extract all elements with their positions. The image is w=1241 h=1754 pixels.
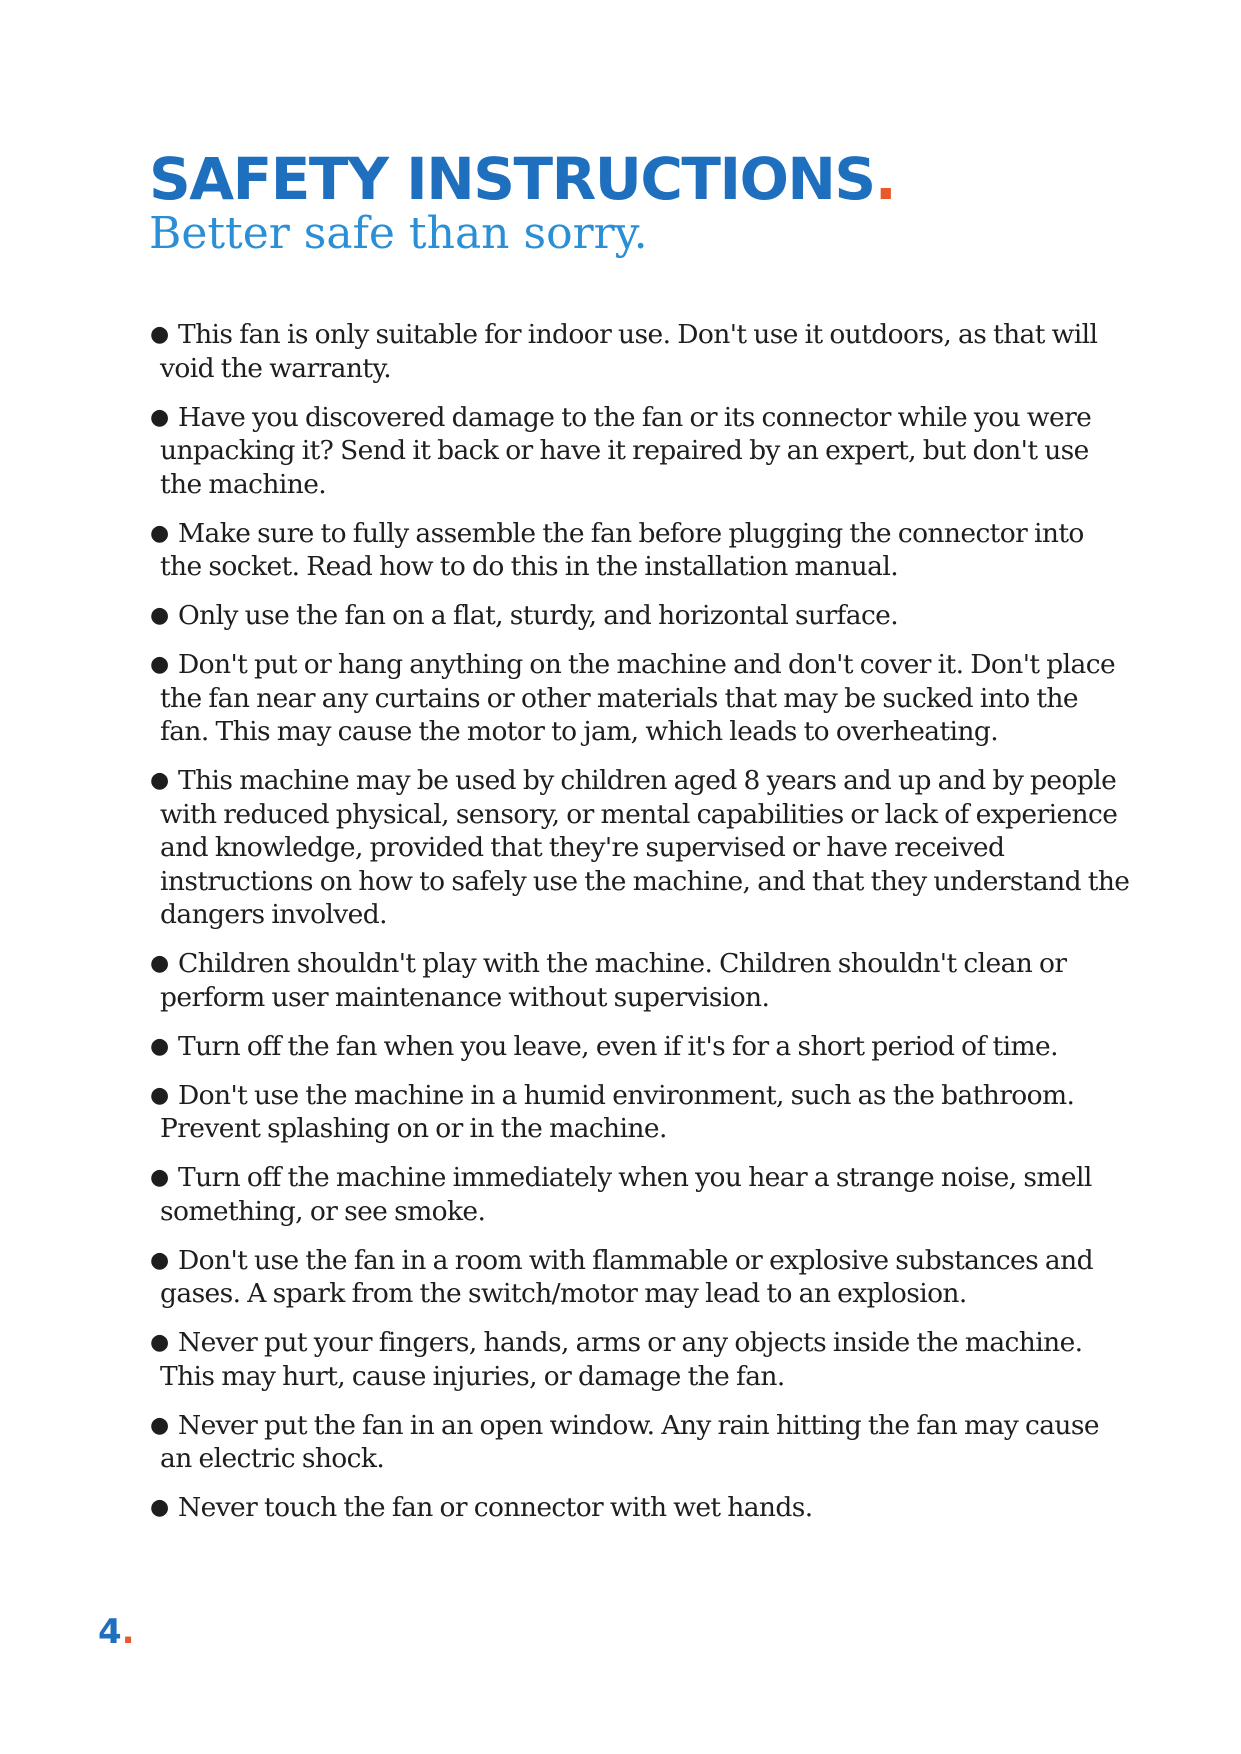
bullet-icon: ● [150,1495,169,1520]
list-item [150,1491,1130,1525]
instruction-text: Turn off the machine immediately when you hear a strange noise, smell something, or see smoke. [160,1162,1092,1227]
page-number-period: . [121,1612,135,1652]
list-item [150,599,1130,633]
list-item [150,517,1130,584]
list-item [150,1079,1130,1146]
bullet-icon: ● [150,603,169,628]
bullet-icon: ● [150,322,169,347]
page-subtitle: Better safe than sorry. [149,208,648,259]
list-item [150,1030,1130,1064]
instruction-text: This fan is only suitable for indoor use. Don't use it outdoors, as that will void the warranty. [160,319,1098,384]
list-item [150,1409,1130,1476]
list-item [150,648,1130,749]
instruction-text: Children shouldn't play with the machine. Children shouldn't clean or perform user maintenance without supervision. [160,948,1067,1013]
instruction-text: Turn off the fan when you leave, even if it's for a short period of time. [178,1030,1058,1062]
list-item [150,401,1130,502]
bullet-icon: ● [150,1082,169,1108]
list-item [150,1326,1130,1393]
safety-instructions-list [150,318,1130,1540]
instruction-text: Have you discovered damage to the fan or its connector while you were unpacking it? Send it back or have it repaired by an expert, but don't use the machine. [160,401,1092,500]
bullet-icon: ● [150,1330,169,1355]
title-text: SAFETY INSTRUCTIONS [149,145,875,213]
page-number-value: 4 [98,1612,122,1652]
bullet-icon: ● [150,1165,169,1190]
bullet-icon: ● [150,1412,169,1438]
bullet-icon: ● [150,652,169,677]
instruction-text: This machine may be used by children aged 8 years and up and by people with reduced physical, sensory, or mental capabilities or lack of experience and knowledge, provided that they're supervised or have received instructions on how to safely use the machine, and that they understand the dangers involved. [160,765,1130,930]
instruction-text: Never touch the fan or connector with wet hands. [178,1492,813,1523]
list-item [150,764,1130,932]
bullet-icon: ● [150,404,169,430]
title-period: . [874,145,896,213]
list-item [150,1244,1130,1311]
instruction-text: Don't use the fan in a room with flammable or explosive substances and gases. A spark from the switch/motor may lead to an explosion. [160,1244,1093,1309]
instruction-text: Don't put or hang anything on the machine and don't cover it. Don't place the fan near any curtains or other materials that may be sucked into the fan. This may cause the motor to jam, which leads to overheating. [160,649,1116,747]
list-item [150,1161,1130,1228]
page-title [149,145,896,213]
bullet-icon: ● [150,1247,169,1273]
list-item [150,318,1130,385]
page-number [98,1612,135,1652]
instruction-text: Never put the fan in an open window. Any rain hitting the fan may cause an electric shock. [160,1409,1099,1474]
instruction-text: Don't use the machine in a humid environment, such as the bathroom. Prevent splashing on or in the machine. [160,1079,1075,1144]
instruction-text: Only use the fan on a flat, sturdy, and horizontal surface. [178,600,899,631]
instruction-text: Never put your fingers, hands, arms or any objects inside the machine. This may hurt, cause injuries, or damage the fan. [160,1327,1083,1392]
bullet-icon: ● [150,520,169,546]
list-item [150,947,1130,1014]
instruction-text: Make sure to fully assemble the fan before plugging the connector into the socket. Read how to do this in the installation manual. [160,517,1084,582]
bullet-icon: ● [150,951,169,976]
bullet-icon: ● [150,768,169,793]
bullet-icon: ● [150,1033,169,1059]
